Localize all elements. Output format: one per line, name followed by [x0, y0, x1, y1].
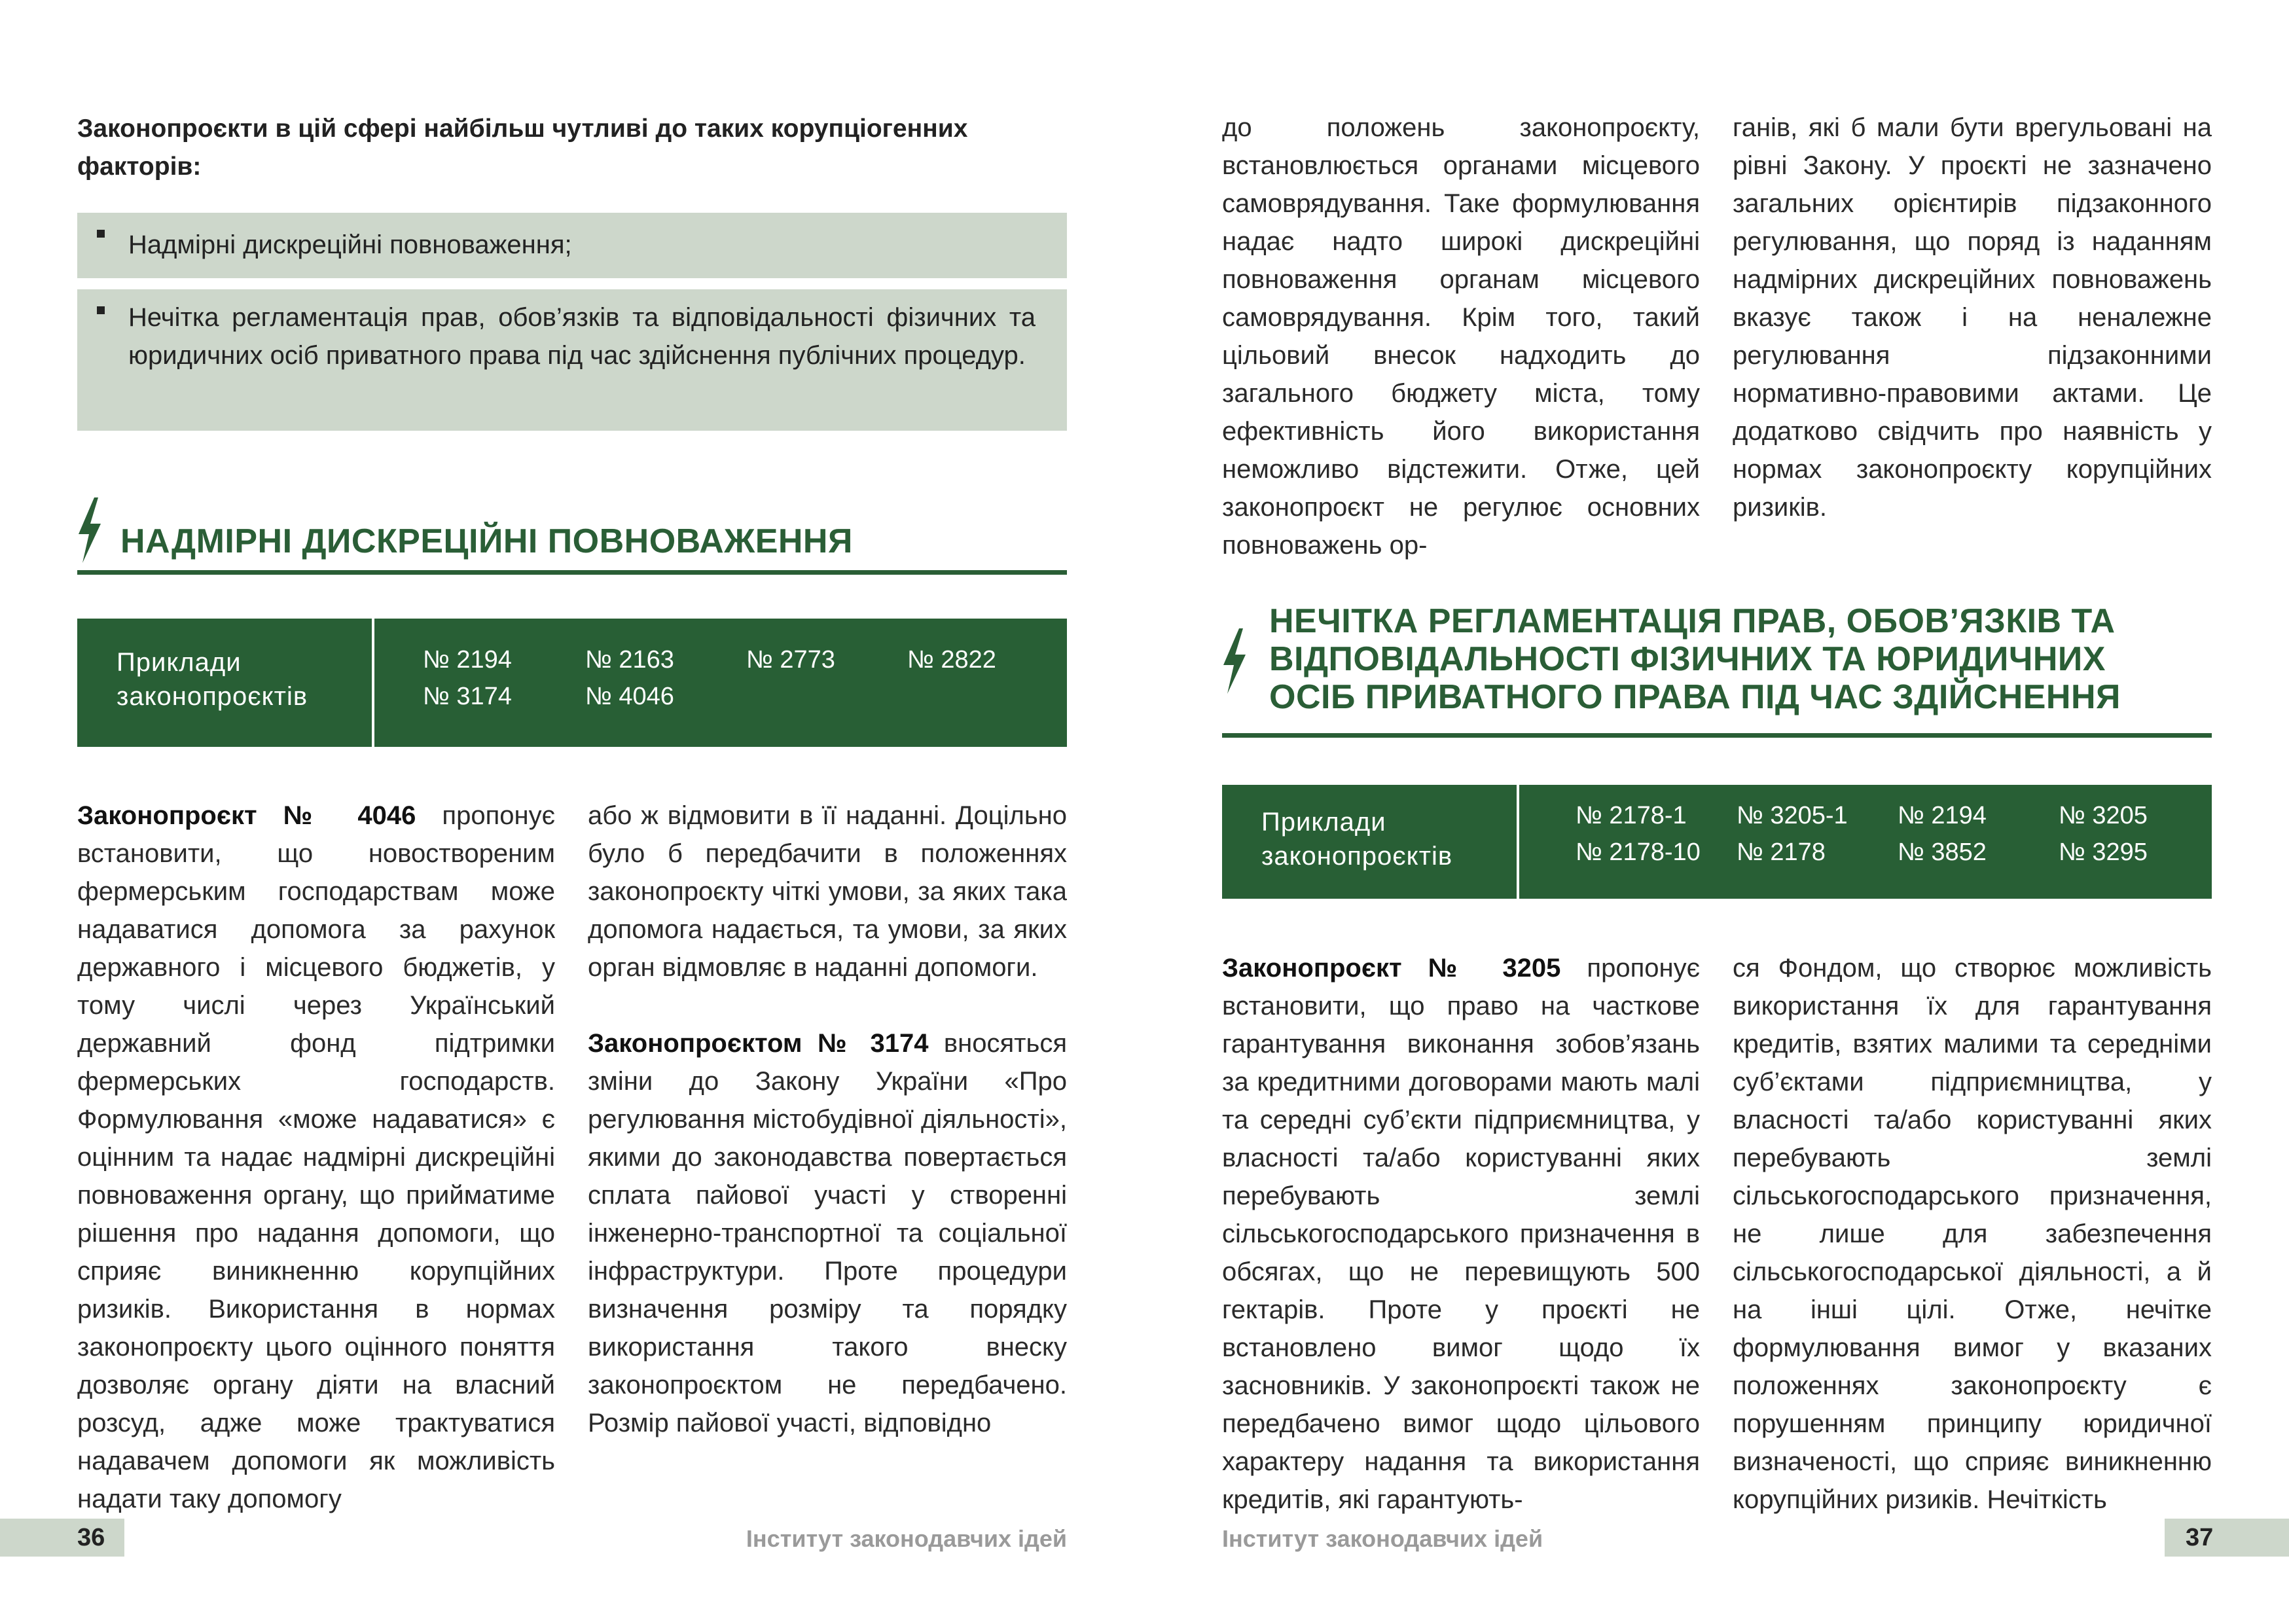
paragraph-text: або ж відмовити в її наданні. Доцільно було б передбачити в положеннях законопроєкту чіткі умови, за яких така допомога надається, та умови, за яких орган відмовляє в наданні допомоги. [588, 801, 1067, 982]
paragraph-text: пропонує встановити, що право на часткове гарантування виконання зобов’язань за кредитними договорами мають малі та середні суб’єкти підприємництва, у власності та/або користуванні яких перебувають землі сільськогосподарського призначення в обсягах, що не перевищують 500 гектарів. Проте у проєкті не встановлено вимог щодо їх засновників. У законопроєкті також не передбачено вимог щодо цільового характеру надання та використання кредитів, які гарантують- [1222, 954, 1700, 1514]
text-column: ганів, які б мали бути врегульовані на рівні Закону. У проєкті не зазначено загальних орієнтирів підзаконного регулювання, що поряд із наданням надмірних дискреційних повноважень вказує також і на неналежне регулювання підзаконними нормативно-правовими актами. Це додатково свідчить про наявність у нормах законопроєкту корупційних ризиків. [1733, 113, 2212, 522]
text-column [77, 797, 555, 1518]
bullet-marker [97, 230, 105, 238]
bill-reference: Законопроєктом № 3174 [588, 1029, 929, 1058]
examples-label: законопроєктів [117, 682, 308, 711]
example-item: № 2822 [907, 646, 996, 674]
example-item: № 2194 [1898, 802, 1987, 829]
section-rule [1222, 733, 2212, 738]
left-page [0, 0, 1144, 1624]
bullet-text: Нечітка регламентація прав, обов’язків та відповідальності фізичних та юридичних осіб приватного права під час здійснення публічних процедур. [128, 303, 1036, 370]
example-item: № 3205 [2059, 802, 2148, 829]
example-item: № 2773 [746, 646, 835, 674]
bullet-marker [97, 306, 105, 314]
bullet-item [77, 213, 1067, 278]
lightning-bolt-icon [1221, 628, 1248, 694]
section-title-line: ВІДПОВІДАЛЬНОСТІ ФІЗИЧНИХ ТА ЮРИДИЧНИХ [1269, 640, 2106, 678]
section-title: НАДМІРНІ ДИСКРЕЦІЙНІ ПОВНОВАЖЕННЯ [120, 522, 853, 560]
page-number: 37 [2186, 1524, 2214, 1551]
text-column [1222, 949, 1700, 1519]
footer-text: Інститут законодавчих ідей [1222, 1525, 1543, 1552]
bullet-item [77, 289, 1067, 431]
example-item: № 3295 [2059, 839, 2148, 866]
examples-label: Приклади [1261, 808, 1386, 837]
example-item: № 3852 [1898, 839, 1987, 866]
paragraph-text: пропонує встановити, що новоствореним фермерським господарствам може надаватися допомога за рахунок державного і місцевого бюджетів, у тому числі через Український державний фонд підтримки фермерських господарств. Формулювання «може надаватися» є оцінним та надає надмірні дискреційні повноваження органу, що прийматиме рішення про надання допомоги, що сприяє виникненню корупційних ризиків. Використання в нормах законопроєкту цього оцінного поняття дозволяє органу діяти на власний розсуд, адже може трактуватися надавачем допомоги як можливість надати таку допомогу [77, 801, 555, 1513]
table-divider [1517, 785, 1519, 899]
example-item: № 2194 [423, 646, 512, 674]
lightning-bolt-icon [76, 497, 103, 563]
page-number-bar [0, 1519, 124, 1557]
examples-label: Приклади [117, 648, 242, 677]
footer-text: Інститут законодавчих ідей [746, 1525, 1067, 1552]
examples-table [1222, 785, 2212, 899]
page-number: 36 [77, 1524, 105, 1551]
text-column: до положень законопроєкту, встановлюється органами місцевого самоврядування. Таке формулювання надає надто широкі дискреційні повноваження органам місцевого самоврядування. Крім того, такий цільовий внесок надходить до загального бюджету міста, тому ефективність його використання неможливо відстежити. Отже, цей законопроєкт не регулює основних повноважень ор- [1222, 113, 1700, 560]
example-item: № 2178-1 [1576, 802, 1687, 829]
bill-reference: Законопроєкт № 3205 [1222, 954, 1561, 983]
example-item: № 2178-10 [1576, 839, 1701, 866]
section-title-line: НЕЧІТКА РЕГЛАМЕНТАЦІЯ ПРАВ, ОБОВ’ЯЗКІВ ТА [1269, 602, 2116, 640]
section-title [1269, 602, 2121, 716]
example-item: № 4046 [585, 683, 674, 710]
page-number-bar [2165, 1519, 2289, 1557]
paragraph-text: вносяться зміни до Закону України «Про регулювання містобудівної діяльності», якими до законодавства повертається сплата пайової участі у створенні інженерно-транспортної та соціальної інфраструктури. Проте процедури визначення розміру та порядку використання такого внеску законопроєктом не передбачено. Розмір пайової участі, відповідно [588, 1029, 1067, 1437]
right-page [1145, 0, 2289, 1624]
bullet-text: Надмірні дискреційні повноваження; [128, 230, 572, 259]
section-rule [77, 570, 1067, 575]
example-item: № 3174 [423, 683, 512, 710]
example-item: № 3205-1 [1737, 802, 1848, 829]
text-column [588, 797, 1067, 1442]
examples-label: законопроєктів [1261, 842, 1453, 871]
bill-reference: Законопроєкт № 4046 [77, 801, 416, 830]
section-title-line: ОСІБ ПРИВАТНОГО ПРАВА ПІД ЧАС ЗДІЙСНЕННЯ [1269, 678, 2121, 716]
text-column: ся Фондом, що створює можливість використання їх для гарантування кредитів, взятих малими та середніми суб’єктами підприємництва, у власності та/або користуванні яких перебувають землі сільськогосподарського призначення, не лише для забезпечення сільськогосподарської діяльності, а й на інші цілі. Отже, нечітке формулювання вимог у вказаних положеннях законопроєкту є порушенням принципу юридичної визначеності, що сприяє виникненню корупційних ризиків. Нечіткість [1733, 954, 2212, 1514]
example-item: № 2178 [1737, 839, 1826, 866]
example-item: № 2163 [585, 646, 674, 674]
table-divider [372, 619, 374, 747]
intro-text: Законопроєкти в цій сфері найбільш чутливі до таких корупціогенних факторів: [77, 115, 968, 181]
examples-table [77, 619, 1067, 747]
